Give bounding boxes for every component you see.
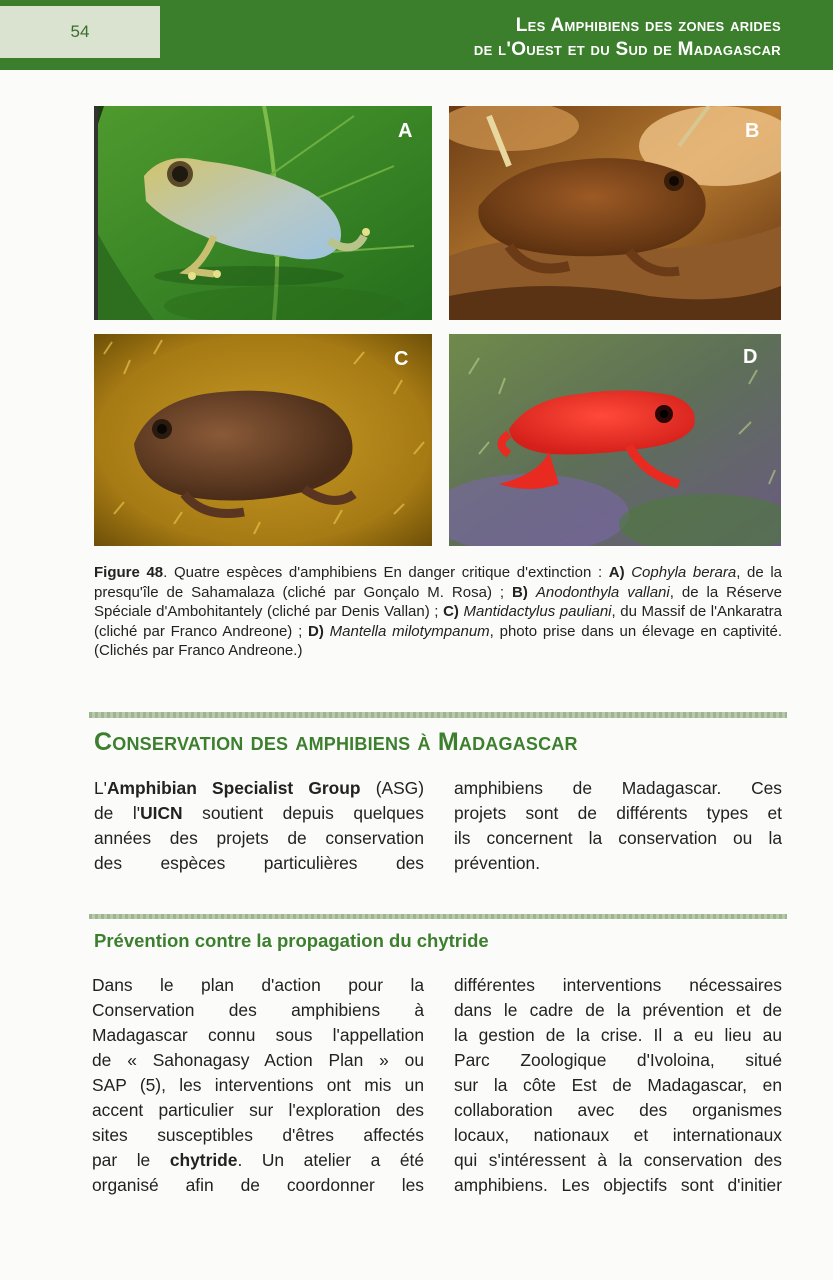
text-line: des espèces particulières des <box>94 853 424 873</box>
caption-b-label: B) <box>512 583 528 601</box>
text-line: locaux, nationaux et internationaux <box>454 1125 782 1145</box>
subsection-divider <box>89 914 787 919</box>
text-line: Dans le plan d'action pour la <box>92 975 424 995</box>
caption-a-species: Cophyla berara <box>631 564 737 581</box>
text-line: qui s'intéressent à la conservation des <box>454 1150 782 1170</box>
caption-d-species: Mantella milotympanum <box>329 622 490 640</box>
photo-label-c: C <box>394 348 409 370</box>
page-number: 54 <box>0 6 160 58</box>
frog-photo-d <box>449 334 781 546</box>
text-line: organisé afin de coordonner les <box>92 1175 424 1195</box>
text-line: sites susceptibles d'êtres affectés <box>92 1125 424 1145</box>
text-line: Madagascar connu sous l'appellation <box>92 1025 424 1045</box>
frog-photo-c <box>94 334 432 546</box>
text-line: projets sont de différents types et <box>454 803 782 823</box>
body-column-left <box>92 973 424 1198</box>
text-line: de « Sahonagasy Action Plan » ou <box>92 1050 424 1070</box>
asg-term: Amphibian Specialist Group <box>107 778 361 798</box>
text-line: dans le cadre de la prévention et de <box>454 1000 782 1020</box>
caption-d-text: , photo prise dans un élevage en captivité. (Clichés par Franco Andreone.) <box>94 622 782 659</box>
frog-photo-mantidactylus-pauliani-icon <box>94 334 432 546</box>
caption-b-species: Anodonthyla vallani <box>535 583 670 601</box>
caption-a-label: A) <box>608 564 625 581</box>
caption-c-label: C) <box>443 603 459 620</box>
section-title: Conservation des amphibiens à Madagascar <box>94 728 578 756</box>
text-line: SAP (5), les interventions ont mis un <box>92 1075 424 1095</box>
caption-a-text: , de la presqu'île de Sahamalaza (cliché par Gonçalo M. Rosa) ; <box>94 564 783 601</box>
text-line: collaboration avec des organismes <box>454 1100 782 1120</box>
caption-d-label: D) <box>308 622 324 640</box>
text-line: accent particulier sur l'exploration des <box>92 1100 424 1120</box>
intro-column-left <box>94 776 424 876</box>
text-line: Conservation des amphibiens à <box>92 1000 424 1020</box>
photo-label-a: A <box>398 120 413 142</box>
frog-photo-b <box>449 106 781 320</box>
text-line: différentes interventions nécessaires <box>454 975 782 995</box>
text-line: ils concernent la conservation ou la <box>454 828 782 848</box>
section-divider <box>89 712 787 718</box>
frog-photo-a <box>94 106 432 320</box>
photo-label-d: D <box>743 346 758 368</box>
caption-intro: . Quatre espèces d'amphibiens En danger critique d'extinction : <box>163 564 609 581</box>
text-line: amphibiens de Madagascar. Ces <box>454 778 782 798</box>
frog-photo-anodonthyla-vallani-icon <box>449 106 781 320</box>
figure-label: Figure 48 <box>94 564 164 581</box>
text-line: de l'UICN soutient depuis quelques <box>94 803 424 823</box>
text-line: la gestion de la crise. Il a eu lieu au <box>454 1025 782 1045</box>
text-line: Parc Zoologique d'Ivoloina, situé <box>454 1050 782 1070</box>
text-line: amphibiens. Les objectifs sont d'initier <box>454 1175 782 1195</box>
figure-caption <box>94 563 782 661</box>
caption-b-text: , de la Réserve Spéciale d'Ambohitantely (cliché par Denis Vallan) ; <box>94 583 783 620</box>
page-header <box>0 0 833 70</box>
caption-c-text: , du Massif de l'Ankaratra (cliché par Franco Andreone) ; <box>94 603 782 640</box>
uicn-term: UICN <box>140 803 183 823</box>
text-line: par le chytride. Un atelier a été <box>92 1150 424 1170</box>
book-title-line-2: de l'Ouest et du Sud de Madagascar <box>473 39 781 60</box>
text-line: sur la côte Est de Madagascar, en <box>454 1075 782 1095</box>
body-column-right <box>454 973 782 1198</box>
text-line: prévention. <box>454 853 541 873</box>
text-line: années des projets de conservation <box>94 828 424 848</box>
book-title <box>474 14 781 62</box>
photo-label-b: B <box>745 120 760 142</box>
text-line: L'Amphibian Specialist Group (ASG) <box>94 778 424 798</box>
frog-photo-cophyla-berara-icon <box>94 106 432 320</box>
frog-photo-mantella-milotympanum-icon <box>449 334 781 546</box>
chytride-term: chytride <box>169 1150 238 1170</box>
book-title-line-1: Les Amphibiens des zones arides <box>515 15 781 36</box>
intro-column-right <box>454 776 782 876</box>
caption-c-species: Mantidactylus pauliani <box>463 603 612 620</box>
subsection-title: Prévention contre la propagation du chytride <box>94 930 489 951</box>
